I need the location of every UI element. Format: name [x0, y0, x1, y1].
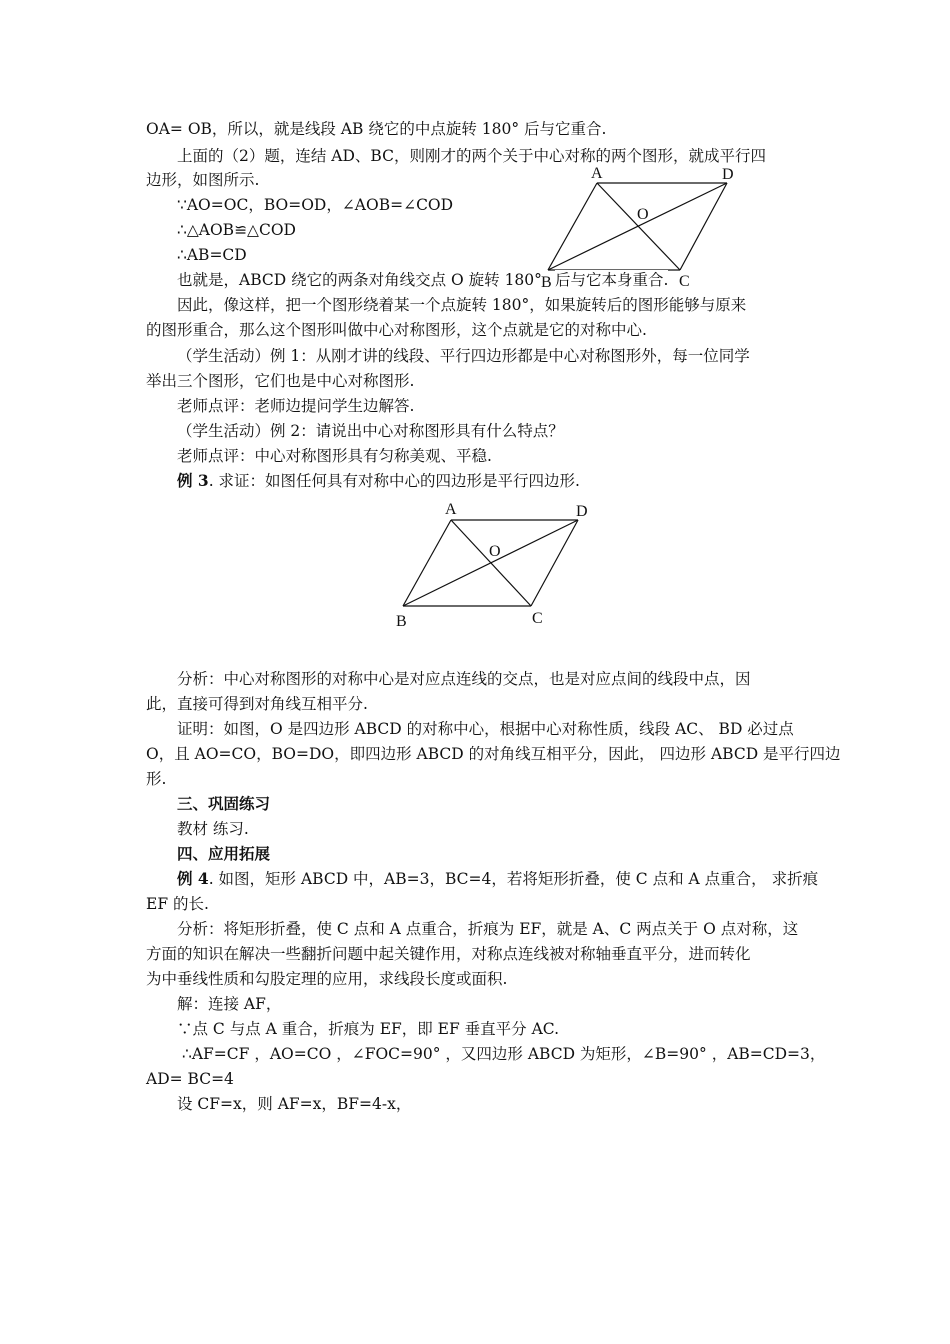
text-line: ∵AO=OC，BO=OD，∠AOB=∠COD [177, 196, 454, 214]
fig1-side-dc [680, 183, 727, 270]
fig1-side-ba [548, 183, 597, 270]
fig2-label-d: D [576, 503, 588, 520]
fig1-label-b: B [541, 274, 552, 291]
fig1-label-a: A [591, 165, 603, 182]
text-line: （学生活动）例 2：请说出中心对称图形具有什么特点？ [177, 422, 564, 440]
text-line: ∴AF=CF ，AO=CO ，∠FOC=90° ，又四边形 ABCD 为矩形，∠B=90° ，AB=CD=3， [182, 1045, 826, 1063]
example-text: . 如图，矩形 ABCD 中，AB=3，BC=4，若将矩形折叠，使 C 点和 A 点重合， 求折痕 [208, 870, 819, 888]
text-line: 证明：如图，O 是四边形 ABCD 的对称中心，根据中心对称性质，线段 AC、 BD 必过点 [177, 720, 794, 738]
section-heading: 四、应用拓展 [177, 844, 271, 863]
text-line: 老师点评：中心对称图形具有匀称美观、平稳. [177, 447, 492, 465]
example-text: . 求证：如图任何具有对称中心的四边形是平行四边形. [208, 472, 580, 490]
text-line: 分析：将矩形折叠，使 C 点和 A 点重合，折痕为 EF，就是 A、C 两点关于 O 点对称，这 [177, 920, 799, 938]
fig2-label-a: A [445, 501, 457, 518]
text-line: 因此，像这样，把一个图形绕着某一个点旋转 180°，如果旋转后的图形能够与原来 [177, 296, 747, 314]
fig2-label-o: O [489, 543, 501, 560]
text-line: ∴△AOB≌△COD [177, 221, 296, 239]
fig2-label-c: C [532, 610, 543, 627]
section-heading: 三、巩固练习 [177, 794, 271, 813]
fig1-label-o: O [637, 206, 649, 223]
text-line: 老师点评：老师边提问学生边解答. [177, 397, 415, 415]
text-line: 上面的（2）题，连结 AD、BC，则刚才的两个关于中心对称的两个图形，就成平行四 [177, 147, 766, 165]
text-line: （学生活动）例 1：从刚才讲的线段、平行四边形都是中心对称图形外，每一位同学 [177, 347, 750, 365]
text-line [177, 471, 580, 491]
fig1-label-c: C [679, 273, 690, 290]
fig2-side-dc [531, 520, 578, 606]
text-line: 举出三个图形，它们也是中心对称图形. [146, 372, 415, 390]
text-line: 也就是，ABCD 绕它的两条对角线交点 O 旋转 180° [177, 271, 542, 289]
fig2-diagonal-bd [403, 520, 578, 606]
example-label: 例 3 [177, 471, 209, 490]
text-line: 为中垂线性质和勾股定理的应用，求线段长度或面积. [146, 970, 508, 988]
text-line: 方面的知识在解决一些翻折问题中起关键作用，对称点连线被对称轴垂直平分，进而转化 [146, 945, 751, 963]
text-line: 分析：中心对称图形的对称中心是对应点连线的交点，也是对应点间的线段中点，因 [177, 670, 751, 688]
fig2-side-ba [403, 520, 451, 606]
text-line [177, 869, 818, 889]
fig1-label-d: D [722, 166, 734, 183]
text-line: 的图形重合，那么这个图形叫做中心对称图形，这个点就是它的对称中心. [146, 321, 647, 339]
text-line: 解：连接 AF， [177, 995, 282, 1013]
text-line: EF 的长. [146, 895, 209, 913]
text-line: 此，直接可得到对角线互相平分. [146, 695, 368, 713]
text-line: AD= BC=4 [146, 1070, 234, 1088]
text-line: 边形，如图所示. [146, 171, 260, 189]
text-line: O，且 AO=CO，BO=DO，即四边形 ABCD 的对角线互相平分，因此， 四边形 ABCD 是平行四边 [146, 745, 841, 763]
text-line: OA= OB，所以，就是线段 AB 绕它的中点旋转 180° 后与它重合. [146, 120, 607, 138]
fig1-diagonal-bd [548, 183, 727, 270]
text-line: 设 CF=x，则 AF=x，BF=4-x， [177, 1095, 412, 1113]
fig2-label-b: B [396, 613, 407, 630]
text-line: ∴AB=CD [177, 246, 247, 264]
text-line: 教材 练习. [177, 820, 249, 838]
text-line: ∵点 C 与点 A 重合，折痕为 EF，即 EF 垂直平分 AC. [177, 1020, 560, 1038]
example-label: 例 4 [177, 869, 209, 888]
text-line: 形. [146, 770, 167, 788]
text-line: 后与它本身重合. [555, 271, 669, 289]
